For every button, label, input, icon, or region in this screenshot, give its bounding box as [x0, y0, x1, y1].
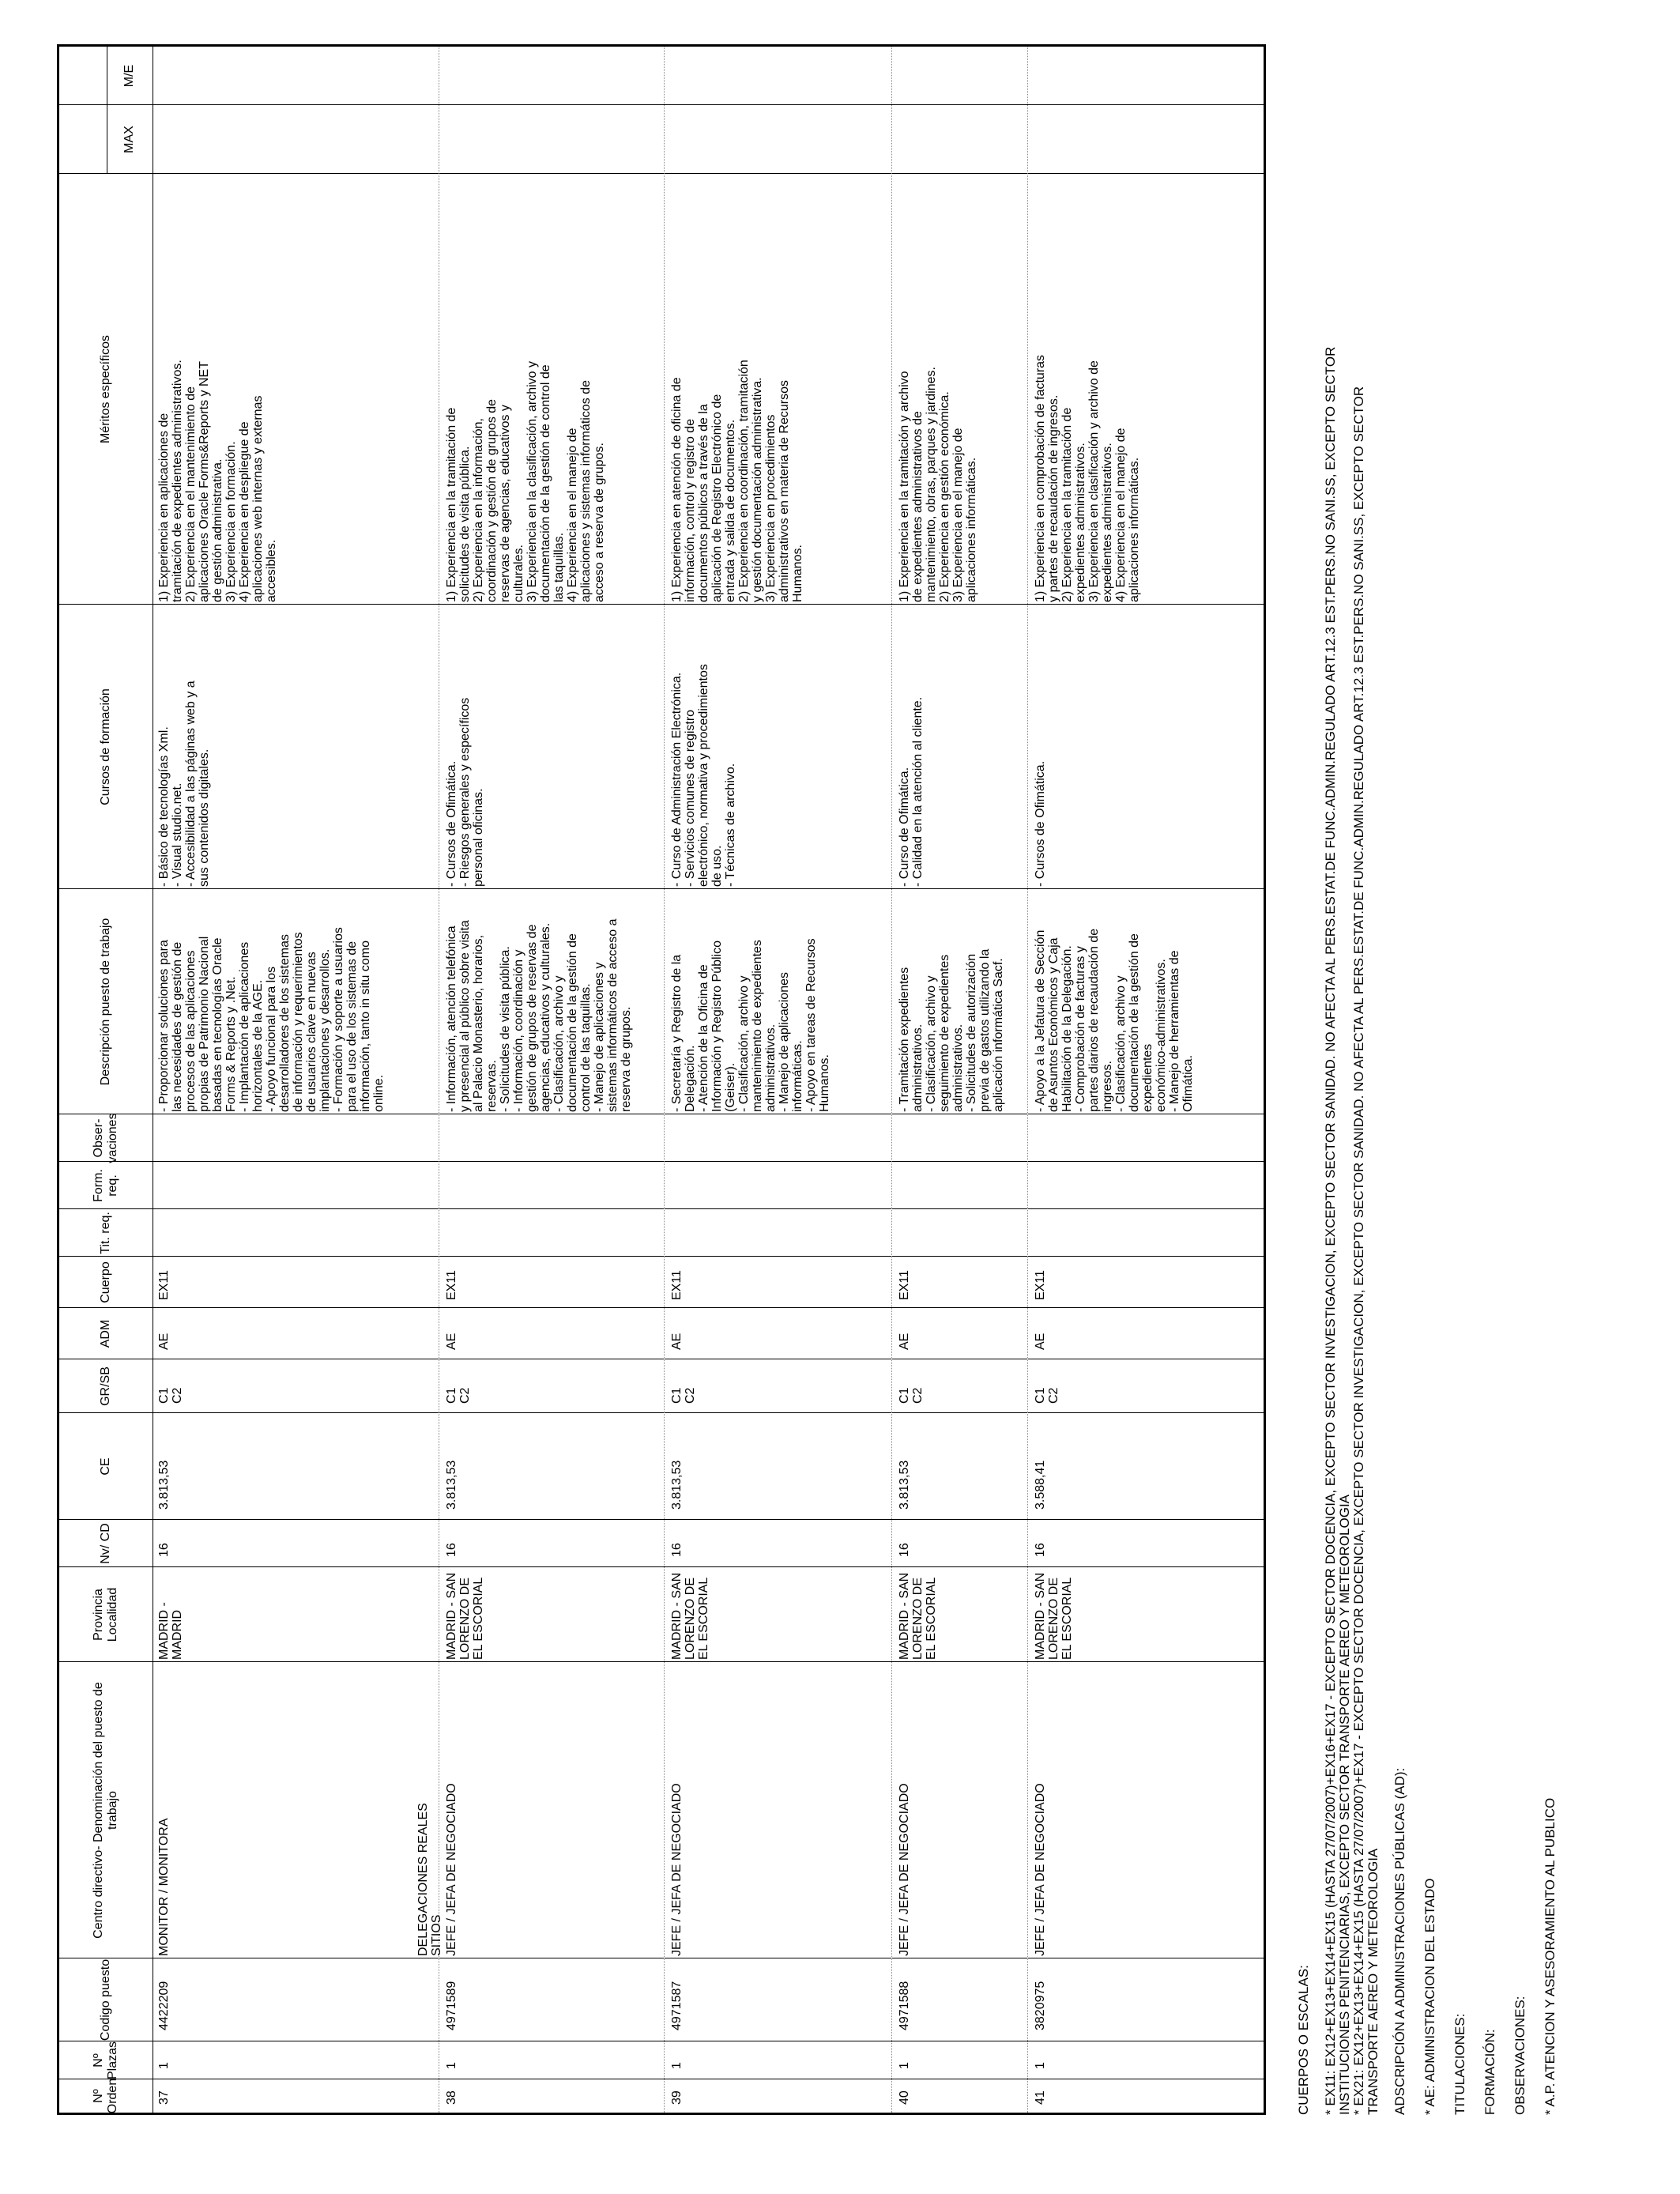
- header-max: MAX: [122, 126, 136, 153]
- cell-provincia: MADRID - SAN LORENZO DE EL ESCORIAL: [898, 1572, 938, 1660]
- header-me: M/E: [122, 64, 136, 88]
- cell-descripcion: - Tramitación expedientes administrativos. - Clasificación, archivo y seguimiento de expedientes administrativos. - Solicitudes de autorización previa de gastos utilizando la aplicación informática Sacf.: [898, 948, 1005, 1112]
- cell-centro: JEFE / JEFA DE NEGOCIADO: [670, 1783, 684, 1956]
- cell-cursos: - Básico de tecnologías Xml. - Visual studio.net. - Accesibilidad a las páginas web y a sus contenidos digitales.: [157, 680, 211, 887]
- cell-orden: 39: [670, 2090, 684, 2105]
- group-heading: DELEGACIONES REALES SITIOS: [416, 1803, 443, 1956]
- cell-adm: AE: [1034, 1333, 1047, 1350]
- cell-nivel: 16: [157, 1543, 171, 1557]
- legend-ex21: * EX21: EX12+EX13+EX14+EX15 (HASTA 27/07/2007)+EX17 - EXCEPTO SECTOR DOCENCIA, EXCEPTO SECTOR INVESTIGACION, EXCEPTO SECTOR SANIDAD. NO AFECTA AL PERS.ESTAT.DE FUNC.ADMIN.REGULADO ART.12.3 EST.PERS.NO SANI.SS, EXCEPTO SECTOR: [1351, 386, 1366, 2115]
- header-titulacion: Tit. req.: [99, 1212, 112, 1254]
- cell-descripcion: - Secretaría y Registro de la Delegación. - Atención de la Oficina de Información y Registro Público (Geiser). - Clasificación, archivo y mantenimiento de expedientes administrativos. - Manejo de aplicaciones informáticas. - Apoyo en tareas de Recursos Humanos.: [670, 938, 831, 1112]
- cell-ce: 3.588,41: [1034, 1460, 1047, 1510]
- cell-descripcion: - Apoyo a la Jefatura de Sección de Asuntos Económicos y Caja Habilitación de la Delegación. - Comprobación de facturas y partes diarios de recaudación de ingresos. - Clasificación, archivo y documentación de la gestión de expedientes económico-administrativos. - Manejo de herramientas de Ofimática.: [1034, 928, 1195, 1112]
- header-plazas: Nº Plazas: [92, 2041, 119, 2080]
- cell-cursos: - Cursos de Ofimática.: [1034, 760, 1047, 887]
- cell-meritos: 1) Experiencia en aplicaciones de tramitación de expedientes administrativos. 2) Experiencia en el mantenimiento de aplicaciones Oracle Forms&Reports y NET de gestión administrativa. 3) Experiencia en formación. 4) Experiencia en despliegue de aplicaciones web internas y externas accesibles.: [157, 360, 278, 602]
- cell-centro: JEFE / JEFA DE NEGOCIADO: [1034, 1783, 1047, 1956]
- cell-codigo: 4422209: [157, 1981, 171, 2030]
- legend-ex11: * EX11: EX12+EX13+EX14+EX15 (HASTA 27/07/2007)+EX16+EX17 - EXCEPTO SECTOR DOCENCIA, EXCEPTO SECTOR INVESTIGACION, EXCEPTO SECTOR SANIDAD. NO AFECTA AL PERS.ESTAT.DE FUNC.ADMIN.REGULADO ART.12.3 EST.PERS.NO SANI.SS, EXCEPTO SECTOR: [1323, 346, 1338, 2115]
- cell-cursos: - Curso de Administración Electrónica. - Servicios comunes de registro electrónico, normativa y procedimientos de uso. - Técnicas de archivo.: [670, 664, 737, 887]
- cell-centro: MONITOR / MONITORA: [157, 1818, 171, 1956]
- cell-grsb: C1 C2: [445, 1387, 472, 1404]
- cell-cursos: - Cursos de Ofimática. - Riesgos generales y específicos personal oficinas.: [445, 697, 485, 887]
- cell-centro: JEFE / JEFA DE NEGOCIADO: [445, 1783, 458, 1956]
- cell-codigo: 4971589: [445, 1981, 458, 2030]
- cell-grsb: C1 C2: [157, 1387, 184, 1404]
- cell-provincia: MADRID - SAN LORENZO DE EL ESCORIAL: [445, 1572, 485, 1660]
- header-formacion: Form. req.: [92, 1169, 119, 1202]
- cell-codigo: 4971588: [898, 1981, 911, 2030]
- cell-orden: 41: [1034, 2090, 1047, 2105]
- cell-plazas: 1: [670, 2062, 684, 2069]
- header-centro: Centro directivo- Denominación del puesto de trabajo: [92, 1682, 119, 1939]
- header-observaciones: Obser- vaciones: [92, 1113, 119, 1163]
- legend-ex11-cont: INSTITUCIONES PENITENCIARIAS, EXCEPTO SECTOR TRANSPORTE AEREO Y METEOROLOGIA: [1337, 1494, 1352, 2115]
- cell-adm: AE: [670, 1333, 684, 1350]
- legend-cuerpos-title: CUERPOS O ESCALAS:: [1296, 1965, 1311, 2115]
- header-descripcion: Descripción puesto de trabajo: [99, 918, 112, 1086]
- cell-descripcion: - Proporcionar soluciones para las necesidades de gestión de procesos de las aplicaciones propias de Patrimonio Nacional basadas en tecnologías Oracle Forms & Reports y .Net. - Implantación de aplicaciones horizontales de la AGE. - Apoyo funcional para los desarrolladores de los sistemas de información y requerimientos de usuarios clave en nuevas implantaciones y desarrollos. - Formación y soporte a usuarios para el uso de los sistemas de información, tanto in situ como online.: [157, 927, 386, 1112]
- header-meritos: Méritos específicos: [99, 335, 112, 443]
- cell-cuerpo: EX11: [670, 1270, 684, 1300]
- cell-nivel: 16: [1034, 1543, 1047, 1557]
- header-ce: CE: [99, 1457, 112, 1476]
- cell-ce: 3.813,53: [670, 1460, 684, 1510]
- cell-grsb: C1 C2: [1034, 1387, 1060, 1404]
- cell-cuerpo: EX11: [445, 1270, 458, 1300]
- cell-plazas: 1: [157, 2062, 171, 2069]
- cell-ce: 3.813,53: [898, 1460, 911, 1510]
- cell-plazas: 1: [898, 2062, 911, 2069]
- cell-grsb: C1 C2: [898, 1387, 925, 1404]
- cell-adm: AE: [157, 1333, 171, 1350]
- cell-cuerpo: EX11: [1034, 1270, 1047, 1300]
- header-codigo: Codigo puesto: [99, 1958, 112, 2041]
- cell-cuerpo: EX11: [157, 1270, 171, 1300]
- legend-observaciones-title: OBSERVACIONES:: [1512, 1996, 1527, 2115]
- cell-cursos: - Curso de Ofimática. - Calidad en la atención al cliente.: [898, 696, 925, 887]
- cell-plazas: 1: [445, 2062, 458, 2069]
- legend-adscripcion-title: ADSCRIPCIÓN A ADMINISTRACIONES PÚBLICAS (AD):: [1392, 1767, 1407, 2115]
- cell-nivel: 16: [670, 1543, 684, 1557]
- cell-codigo: 3820975: [1034, 1981, 1047, 2030]
- legend-ae: * AE: ADMINISTRACION DEL ESTADO: [1422, 1878, 1437, 2115]
- cell-meritos: 1) Experiencia en la tramitación de solicitudes de visita pública. 2) Experiencia en la información, coordinación y gestión de grupos de reservas de agencias, educativos y culturales. 3) Experiencia en la clasificación, archivo y documentación de la gestión de control de las taquillas. 4) Experiencia en el manejo de aplicaciones y sistemas informáticos de acceso a reserva de grupos.: [445, 360, 606, 602]
- cell-meritos: 1) Experiencia en la tramitación y archivo de expedientes administrativos de mantenimiento, obras, parques y jardines. 2) Experiencia en gestión económica. 3) Experiencia en el manejo de aplicaciones informáticas.: [898, 367, 978, 602]
- cell-descripcion: - Información, atención telefónica y presencial al público sobre visita al Palacio Monasterio, horarios, reservas. - Solicitudes de visita pública. - Información, coordinación y gestión de grupos de reservas de agencias, educativos y culturales. - Clasificación, archivo y documentación de la gestión de control de las taquillas. - Manejo de aplicaciones y sistemas informáticos de acceso a reserva de grupos.: [445, 918, 633, 1112]
- legend-ex21-cont: TRANSPORTE AEREO Y METEOROLOGIA: [1365, 1848, 1381, 2115]
- header-grsb: GR/SB: [99, 1367, 112, 1406]
- cell-orden: 40: [898, 2090, 911, 2105]
- header-orden: Nº Orden: [92, 2078, 119, 2114]
- cell-ce: 3.813,53: [157, 1460, 171, 1510]
- cell-codigo: 4971587: [670, 1981, 684, 2030]
- cell-adm: AE: [445, 1333, 458, 1350]
- header-adm: ADM: [99, 1319, 112, 1348]
- cell-orden: 38: [445, 2090, 458, 2105]
- cell-orden: 37: [157, 2090, 171, 2105]
- header-cursos: Cursos de formación: [99, 688, 112, 805]
- cell-adm: AE: [898, 1333, 911, 1350]
- cell-plazas: 1: [1034, 2062, 1047, 2069]
- cell-provincia: MADRID - SAN LORENZO DE EL ESCORIAL: [670, 1572, 710, 1660]
- header-provincia: Provincia Localidad: [92, 1587, 119, 1642]
- legend-ap: * A.P. ATENCION Y ASESORAMIENTO AL PUBLICO: [1543, 1797, 1558, 2115]
- cell-grsb: C1 C2: [670, 1387, 697, 1404]
- cell-ce: 3.813,53: [445, 1460, 458, 1510]
- cell-cuerpo: EX11: [898, 1270, 911, 1300]
- cell-nivel: 16: [898, 1543, 911, 1557]
- cell-provincia: MADRID - SAN LORENZO DE EL ESCORIAL: [1034, 1572, 1074, 1660]
- legend-formacion-title: FORMACIÓN:: [1482, 2029, 1497, 2115]
- cell-meritos: 1) Experiencia en atención de oficina de información, control y registro de documentos públicos a través de la aplicación de Registro Electrónico de entrada y salida de documentos. 2) Experiencia en coordinación, tramitación y gestión documentación administrativa. 3) Experiencia en procedimientos administrativos en materia de Recursos Humanos.: [670, 360, 804, 602]
- header-cuerpo: Cuerpo: [99, 1261, 112, 1303]
- header-nivel: Nv/ CD: [99, 1523, 112, 1564]
- legend-titulaciones-title: TITULACIONES:: [1452, 2013, 1467, 2115]
- cell-provincia: MADRID - MADRID: [157, 1602, 184, 1660]
- cell-meritos: 1) Experiencia en comprobación de facturas y partes de recaudación de ingresos. 2) Experiencia en la tramitación de expedientes administrativos. 3) Experiencia en clasificación y archivo de expedientes administrativos. 4) Experiencia en el manejo de aplicaciones informáticas.: [1034, 354, 1141, 602]
- cell-nivel: 16: [445, 1543, 458, 1557]
- positions-table: [57, 44, 1266, 2115]
- cell-centro: JEFE / JEFA DE NEGOCIADO: [898, 1783, 911, 1956]
